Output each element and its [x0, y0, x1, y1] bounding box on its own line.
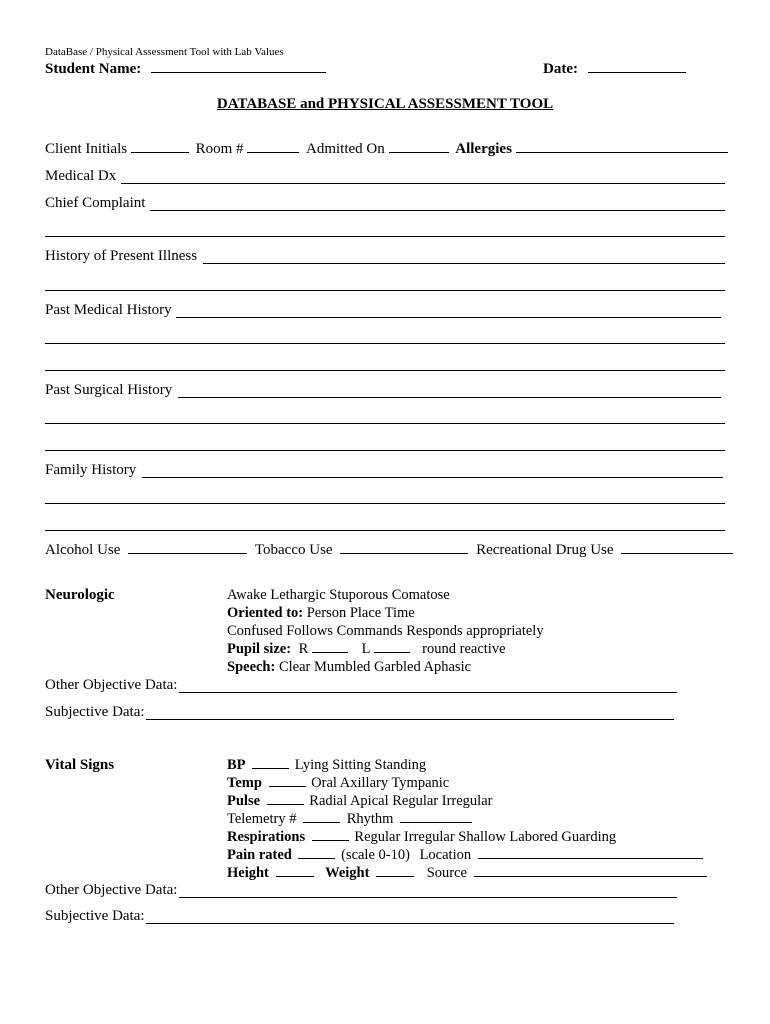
- pmh-line-1[interactable]: [45, 343, 725, 344]
- psh-label: Past Surgical History: [45, 382, 173, 398]
- bp-field[interactable]: [252, 768, 289, 769]
- vital-signs-heading: Vital Signs: [45, 757, 115, 773]
- height-weight-row: [227, 865, 707, 882]
- client-initials-label: Client Initials: [45, 141, 128, 157]
- oriented-options[interactable]: Person Place Time: [306, 605, 415, 621]
- student-name-field[interactable]: [151, 72, 326, 73]
- vitals-other-objective-field[interactable]: [179, 897, 677, 898]
- pain-location-label: Location: [419, 847, 472, 863]
- pulse-row: [227, 793, 492, 810]
- vitals-other-objective-label: Other Objective Data:: [45, 882, 178, 898]
- pmh-label: Past Medical History: [45, 302, 172, 318]
- social-history-row: [45, 542, 733, 559]
- room-field[interactable]: [247, 152, 299, 153]
- admitted-on-label: Admitted On: [306, 141, 385, 157]
- temp-options[interactable]: Oral Axillary Tympanic: [311, 775, 450, 791]
- medical-dx-label: Medical Dx: [45, 168, 117, 184]
- temp-row: [227, 775, 449, 792]
- student-name-label: Student Name:: [45, 61, 142, 77]
- pulse-options[interactable]: Radial Apical Regular Irregular: [309, 793, 493, 809]
- date-row: [543, 61, 686, 78]
- bp-row: [227, 757, 426, 774]
- family-history-label: Family History: [45, 462, 137, 478]
- weight-label: Weight: [325, 865, 370, 881]
- pain-rated-field[interactable]: [298, 858, 335, 859]
- respirations-field[interactable]: [312, 840, 349, 841]
- oriented-row: [227, 605, 415, 622]
- page-title: DATABASE and PHYSICAL ASSESSMENT TOOL: [216, 96, 554, 112]
- rhythm-field[interactable]: [400, 822, 472, 823]
- pupil-left-field[interactable]: [374, 652, 410, 653]
- chief-complaint-label: Chief Complaint: [45, 195, 146, 211]
- bp-label: BP: [227, 757, 246, 773]
- pmh-line-2[interactable]: [45, 370, 725, 371]
- loc-options[interactable]: Awake Lethargic Stuporous Comatose: [227, 587, 450, 603]
- allergies-field[interactable]: [516, 152, 728, 153]
- neuro-other-objective-label: Other Objective Data:: [45, 677, 178, 693]
- vitals-subjective-field[interactable]: [146, 923, 674, 924]
- chief-complaint-line[interactable]: [45, 236, 725, 237]
- psh-line-1[interactable]: [45, 423, 725, 424]
- pulse-field[interactable]: [267, 804, 304, 805]
- source-label: Source: [426, 865, 467, 881]
- pain-location-field[interactable]: [478, 858, 703, 859]
- height-label: Height: [227, 865, 269, 881]
- hpi-line[interactable]: [45, 290, 725, 291]
- pain-rated-label: Pain rated: [227, 847, 292, 863]
- pupil-size-label: Pupil size:: [227, 641, 292, 657]
- height-field[interactable]: [276, 876, 314, 877]
- oriented-label: Oriented to:: [227, 605, 304, 621]
- psh-field[interactable]: [178, 397, 721, 398]
- hpi-label: History of Present Illness: [45, 248, 198, 264]
- pupil-left-label: L: [361, 641, 370, 657]
- neurologic-heading: Neurologic: [45, 587, 115, 603]
- neuro-subjective-label: Subjective Data:: [45, 704, 145, 720]
- allergies-label: Allergies: [455, 141, 512, 157]
- recreational-drug-field[interactable]: [621, 553, 733, 554]
- respirations-options[interactable]: Regular Irregular Shallow Labored Guarding: [354, 829, 617, 845]
- recreational-drug-label: Recreational Drug Use: [476, 542, 614, 558]
- alcohol-use-field[interactable]: [128, 553, 247, 554]
- respirations-row: [227, 829, 616, 846]
- pain-scale-label: (scale 0-10): [341, 847, 410, 863]
- pupil-right-field[interactable]: [312, 652, 348, 653]
- pulse-label: Pulse: [227, 793, 261, 809]
- family-history-line-1[interactable]: [45, 503, 725, 504]
- vitals-subjective-label: Subjective Data:: [45, 908, 145, 924]
- room-label: Room #: [195, 141, 244, 157]
- tobacco-use-field[interactable]: [340, 553, 468, 554]
- pain-row: [227, 847, 703, 864]
- neuro-other-objective-field[interactable]: [179, 692, 677, 693]
- hpi-field[interactable]: [203, 263, 725, 264]
- family-history-line-2[interactable]: [45, 530, 725, 531]
- pupil-options[interactable]: round reactive: [422, 641, 506, 657]
- temp-field[interactable]: [269, 786, 306, 787]
- chief-complaint-field[interactable]: [150, 210, 725, 211]
- client-initials-field[interactable]: [131, 152, 189, 153]
- family-history-field[interactable]: [142, 477, 723, 478]
- medical-dx-field[interactable]: [121, 183, 725, 184]
- telemetry-label: Telemetry #: [227, 811, 297, 827]
- weight-field[interactable]: [376, 876, 414, 877]
- telemetry-row: [227, 811, 472, 828]
- telemetry-field[interactable]: [303, 822, 340, 823]
- admitted-on-field[interactable]: [389, 152, 449, 153]
- student-name-row: [45, 61, 326, 78]
- speech-row: [227, 659, 471, 676]
- rhythm-label: Rhythm: [346, 811, 394, 827]
- date-field[interactable]: [588, 72, 686, 73]
- date-label: Date:: [543, 61, 578, 77]
- source-field[interactable]: [474, 876, 707, 877]
- mental-status-options[interactable]: Confused Follows Commands Responds appropriately: [227, 623, 544, 639]
- respirations-label: Respirations: [227, 829, 306, 845]
- bp-options[interactable]: Lying Sitting Standing: [294, 757, 427, 773]
- neuro-subjective-field[interactable]: [146, 719, 674, 720]
- psh-line-2[interactable]: [45, 450, 725, 451]
- document-caption: DataBase / Physical Assessment Tool with Lab Values: [45, 46, 284, 58]
- tobacco-use-label: Tobacco Use: [254, 542, 333, 558]
- pmh-field[interactable]: [176, 317, 721, 318]
- alcohol-use-label: Alcohol Use: [45, 542, 121, 558]
- speech-options[interactable]: Clear Mumbled Garbled Aphasic: [278, 659, 472, 675]
- speech-label: Speech:: [227, 659, 276, 675]
- pupil-row: [227, 641, 506, 658]
- pupil-right-label: R: [298, 641, 309, 657]
- client-info-row: [45, 141, 728, 158]
- temp-label: Temp: [227, 775, 262, 791]
